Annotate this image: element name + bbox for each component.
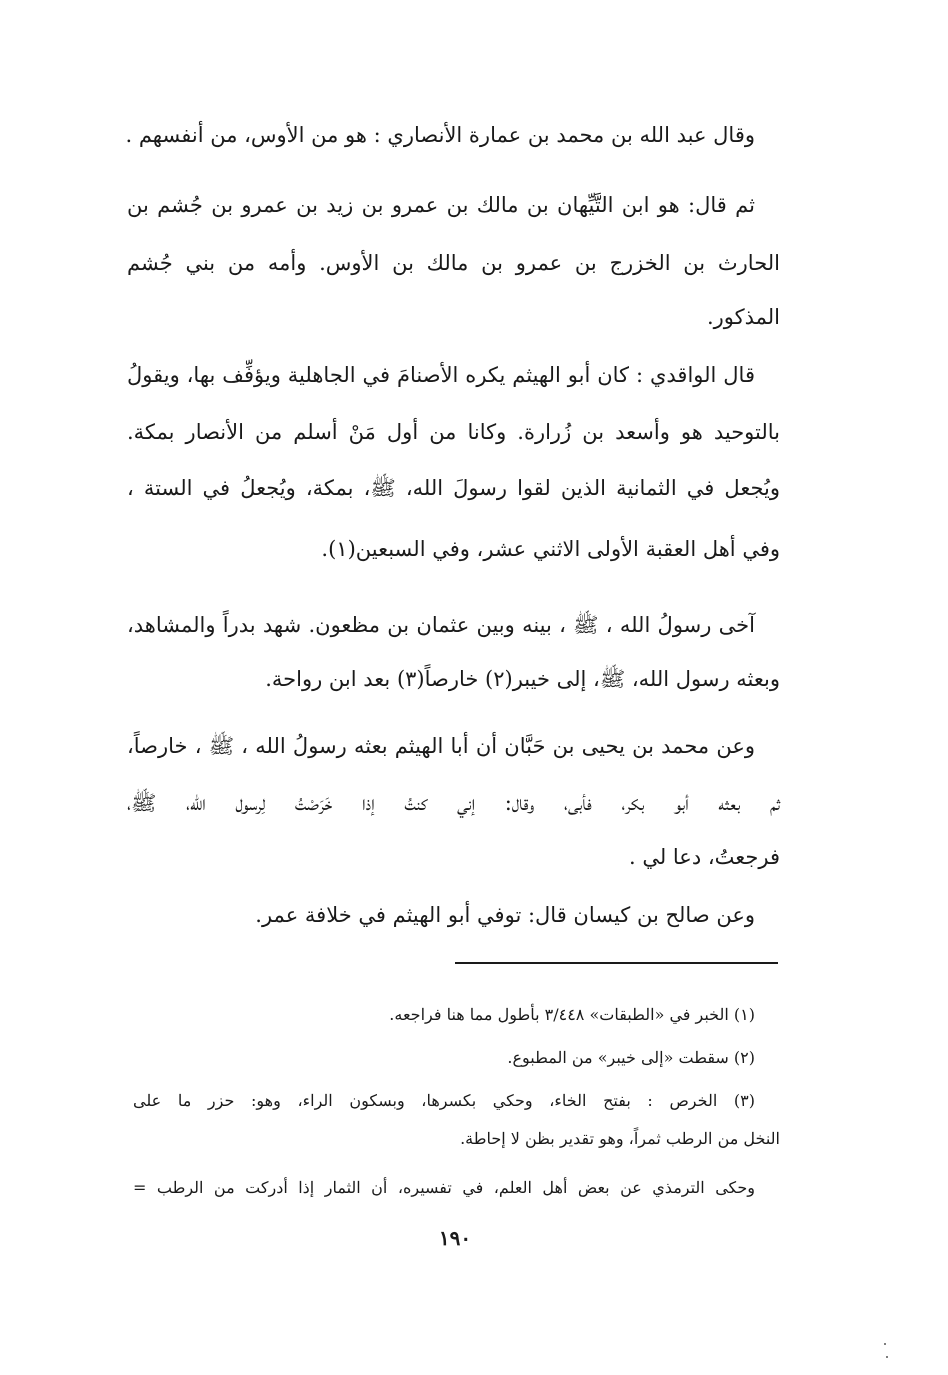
footnote-line-2: (٢) سقطت «إلى خيبر» من المطبوع. (507, 1048, 755, 1067)
body-line-11: وعن محمد بن يحيى بن حَبَّان أن أبا الهيثم بعثه رسولُ الله ، ﷺ ، خارصاً، (127, 734, 755, 758)
scan-speck (886, 1356, 888, 1358)
body-line-8: وفي أهل العقبة الأولى الاثني عشر، وفي السبعين(١). (321, 537, 780, 561)
body-line-6: بالتوحيد هو وأسعد بن زُرارة. وكانا من أول مَنْ أسلم من الأنصار بمكة. (127, 420, 780, 444)
body-line-2: ثم قال: هو ابن التَّيِّهان بن مالك بن عمرو بن زيد بن عمرو بن جُشم بن (127, 193, 755, 217)
body-line-1: وقال عبد الله بن محمد بن عمارة الأنصاري : هو من الأوس، من أنفسهم . (125, 123, 755, 147)
body-line-7: ويُجعل في الثمانية الذين لقوا رسولَ الله، ﷺ، بمكة، ويُجعلُ في الستة ، (127, 476, 780, 500)
body-line-4: المذكور. (706, 305, 780, 329)
body-line-9: آخى رسولُ الله ، ﷺ ، بينه وبين عثمان بن مظعون. شهد بدراً والمشاهد، (127, 613, 755, 637)
body-line-13: فرجعتُ، دعا لي . (628, 845, 780, 869)
page-number: ١٩٠ (438, 1226, 472, 1250)
body-line-5: قال الواقدي : كان أبو الهيثم يكره الأصنامَ في الجاهلية ويؤفِّف بها، ويقولُ (127, 363, 755, 387)
footnote-separator (455, 962, 778, 964)
body-line-14: وعن صالح بن كيسان قال: توفي أبو الهيثم في خلافة عمر. (255, 903, 755, 927)
body-line-3: الحارث بن الخزرج بن عمرو بن مالك بن الأوس. وأمه من بني جُشم (127, 251, 780, 275)
footnote-line-4: النخل من الرطب ثمراً، وهو تقدير بظن لا إحاطة. (460, 1129, 780, 1148)
body-line-10: وبعثه رسول الله، ﷺ، إلى خيبر(٢) خارصاً(٣) بعد ابن رواحة. (265, 667, 780, 691)
footnote-line-3: (٣) الخرص : بفتح الخاء، وحكي بكسرها، وبسكون الراء، وهو: حزر ما على (133, 1091, 755, 1110)
body-line-12: ثم بعثه أبو بكر، فأبى، وقال: إني كنتُ إذا خَرَصْتُ لِرسول الله، ﷺ، (127, 791, 780, 815)
footnote-line-1: (١) الخبر في «الطبقات» ٣/٤٤٨ بأطول مما هنا فراجعه. (389, 1005, 755, 1024)
scan-speck (884, 1343, 886, 1345)
footnote-line-5: وحكى الترمذي عن بعض أهل العلم، في تفسيره، أن الثمار إذا أدركت من الرطب = (133, 1178, 756, 1197)
